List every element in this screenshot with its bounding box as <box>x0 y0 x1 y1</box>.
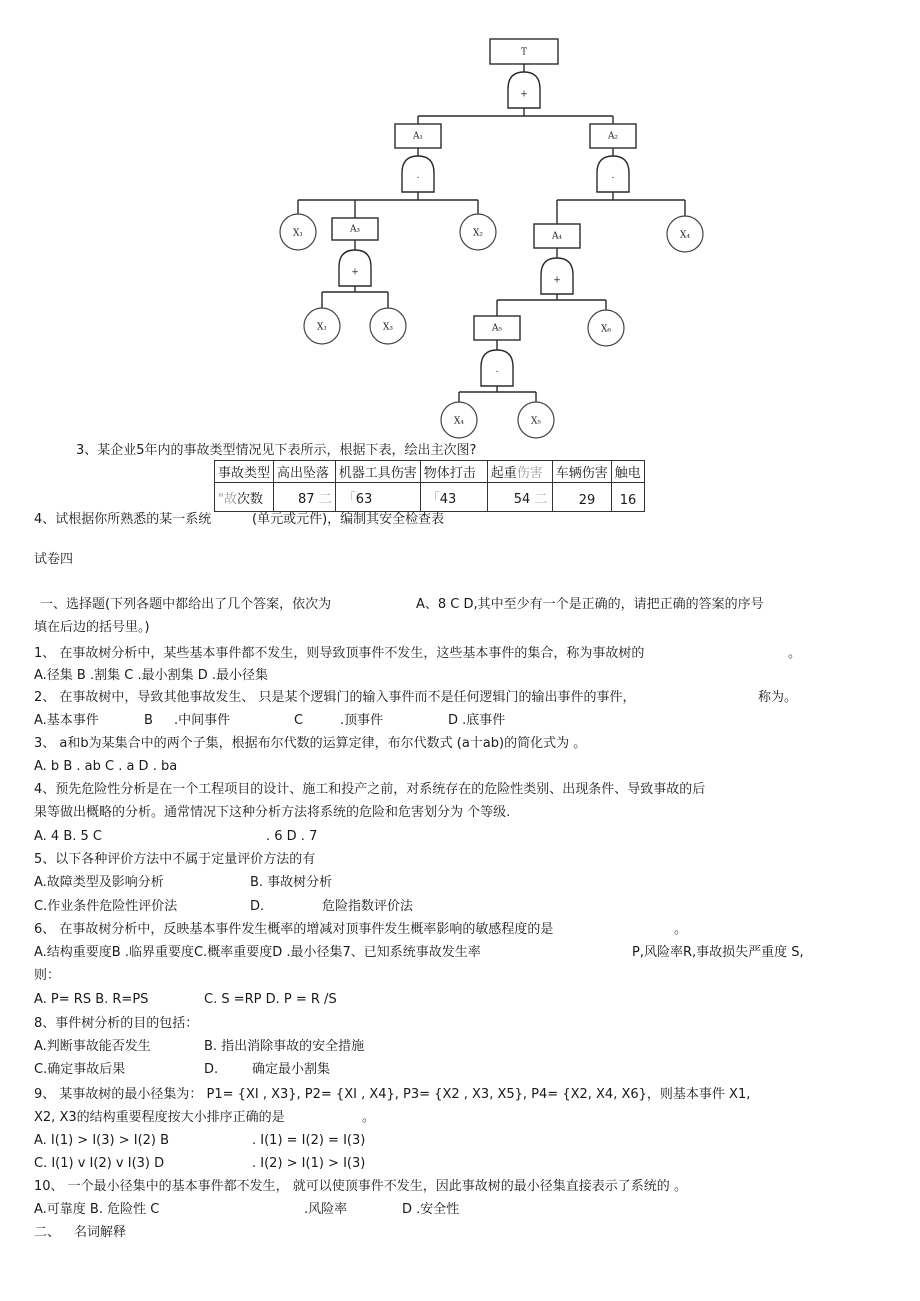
table-cell: 29 <box>552 483 611 512</box>
gate-symbol: + <box>553 275 561 286</box>
fault-tree-diagram <box>0 0 920 445</box>
q6-options-text: A.结构重要度B .临界重要度C.概率重要度D .最小径集7、已知系统事故发生率 <box>34 945 481 960</box>
table-cell <box>274 483 336 512</box>
section1-instruction <box>40 597 764 613</box>
question-4b-line1: 4、预先危险性分析是在一个工程项目的设计、施工和投产之前，对系统存在的危险性类别、出现条件、导致事故的后 <box>34 782 706 797</box>
tree-node-label: A₅ <box>491 323 503 334</box>
cell-mark: 二 <box>318 491 332 507</box>
tree-node-label: X₄ <box>453 416 465 427</box>
cell-mark: 「 <box>426 491 440 507</box>
question-1 <box>34 646 802 662</box>
question-6 <box>34 922 688 938</box>
q9-option-d-text: . I(2) > I(1) > I(3) <box>252 1156 366 1171</box>
cell-value: 63 <box>355 491 373 507</box>
tree-node-label: A₂ <box>607 131 619 142</box>
question-9-options-row1 <box>34 1133 366 1149</box>
q9-line2-end: 。 <box>362 1110 376 1125</box>
table-header-cell: 机器工具伤害 <box>335 461 420 483</box>
question-8: 8、事件树分析的目的包括： <box>34 1016 199 1031</box>
q8-option-d-text: 确定最小割集 <box>252 1062 331 1077</box>
question-2 <box>34 690 798 706</box>
table-header-cell <box>487 461 552 483</box>
q4b-opt-a: A. 4 B. 5 C <box>34 829 102 844</box>
exam-title: 试卷四 <box>34 552 74 567</box>
section2-name: 名词解释 <box>74 1225 127 1240</box>
tree-node-label: X₄ <box>679 230 691 241</box>
section1-part-b: A、8 C D,其中至少有一个是正确的，请把正确的答案的序号 <box>416 597 764 612</box>
table-cell <box>487 483 552 512</box>
table-row-counts <box>215 483 645 512</box>
q2-end: 称为。 <box>758 690 798 705</box>
q8-option-b: B. 指出消除事故的安全措施 <box>204 1039 365 1054</box>
question-6-options <box>34 945 804 961</box>
tree-node-label: X₁ <box>316 322 328 333</box>
q2-option-c: C <box>294 713 304 728</box>
gate-symbol: · <box>495 367 499 378</box>
table-header-row <box>215 461 645 483</box>
q8-option-a: A.判断事故能否发生 <box>34 1039 151 1054</box>
q5-option-b: B. 事故树分析 <box>250 875 333 890</box>
question-3-text: 3、某企业5年内的事故类型情况见下表所示，根据下表，绘出主次图? <box>76 443 477 458</box>
question-3b: 3、 a和b为某集合中的两个子集，根据布尔代数的运算定律，布尔代数式 (a十ab)的简化式为 。 <box>34 736 587 751</box>
table-cell <box>335 483 420 512</box>
q1-end: 。 <box>788 646 802 661</box>
tree-node-label: A₃ <box>349 224 361 235</box>
q9-option-b-text: . I(1) = I(2) = I(3) <box>252 1133 366 1148</box>
q7-stem-right: P,风险率R,事故损失严重度 S, <box>632 945 804 960</box>
q2-option-b-text: .中间事件 <box>174 713 231 728</box>
q4b-opt-b: . 6 D . 7 <box>266 829 318 844</box>
table-row-label <box>215 483 274 512</box>
q6-end: 。 <box>674 922 688 937</box>
q5-option-a: A.故障类型及影响分析 <box>34 875 164 890</box>
tree-node-label: X₅ <box>530 416 542 427</box>
question-9-line1: 9、 某事故树的最小径集为： P1= {XI , X3}, P2= {XI , X4}, P3= {X2 , X3, X5}, P4= {X2, X4, X6}，则基本事件 X1, <box>34 1087 751 1102</box>
section1-instruction-cont: 填在后边的括号里。) <box>34 620 150 635</box>
tree-node-label: X₂ <box>472 228 484 239</box>
tree-node-label: A₄ <box>551 231 563 242</box>
row-label-prefix: " <box>218 491 224 507</box>
q7-option-ab: A. P= RS B. R=PS <box>34 992 149 1007</box>
q10-option-abc: A.可靠度 B. 危险性 C <box>34 1202 160 1217</box>
question-4-text <box>34 512 445 528</box>
question-3b-options: A. b B . ab C . a D . ba <box>34 759 178 774</box>
q5-option-c: C.作业条件危险性评价法 <box>34 899 178 914</box>
table-header-cell: 触电 <box>611 461 644 483</box>
table-header-cell: 事故类型 <box>215 461 274 483</box>
tree-node-label: T <box>520 47 528 58</box>
tree-node-label: X₃ <box>382 322 394 333</box>
row-label-text: 次数 <box>237 491 264 507</box>
q9-option-ab: A. I(1) > I(3) > I(2) B <box>34 1133 170 1148</box>
accident-type-table <box>214 460 645 512</box>
q8-option-c: C.确定事故后果 <box>34 1062 126 1077</box>
question-1-options: A.径集 B .割集 C .最小割集 D .最小径集 <box>34 668 268 683</box>
tree-edge <box>298 148 478 218</box>
tree-node-label: X₆ <box>600 324 612 335</box>
section2-number: 二、 <box>34 1225 61 1240</box>
cell-mark: 「 <box>342 491 356 507</box>
q2-option-b: B <box>144 713 153 728</box>
header-part: 起重 <box>490 466 517 481</box>
q2-option-d: D .底事件 <box>448 713 506 728</box>
section1-part-a: 一、选择题(下列各题中都给出了几个答案，依次为 <box>40 597 332 612</box>
q10-option-c-text: .风险率 <box>304 1202 348 1217</box>
tree-edge <box>418 108 613 124</box>
table-header-cell: 物体打击 <box>420 461 487 483</box>
question-7-then: 则： <box>34 968 61 983</box>
q4-part-b: (单元或元件)，编制其安全检查表 <box>252 512 445 527</box>
row-label-faded: 故 <box>223 491 237 507</box>
question-8-options-row2 <box>34 1062 331 1078</box>
cell-value: 43 <box>439 491 457 507</box>
q9-line2-text: X2, X3的结构重要程度按大小排序正确的是 <box>34 1110 285 1125</box>
table-header-cell: 车辆伤害 <box>552 461 611 483</box>
q5-option-d-text: 危险指数评价法 <box>322 899 414 914</box>
cell-value: 54 <box>513 491 531 507</box>
tree-node-label: A₁ <box>412 131 424 142</box>
gate-symbol: · <box>611 173 615 184</box>
q9-option-cd: C. I(1) v I(2) v I(3) D <box>34 1156 165 1171</box>
cell-mark: 二 <box>534 491 548 507</box>
header-part-faded: 伤害 <box>516 466 543 481</box>
q7-option-cd: C. S =RP D. P = R /S <box>204 992 337 1007</box>
table-cell: 16 <box>611 483 644 512</box>
table-cell <box>420 483 487 512</box>
question-4b-line2: 果等做出概略的分析。通常情况下这种分析方法将系统的危险和危害划分为 个等级. <box>34 805 511 820</box>
question-10: 10、 一个最小径集中的基本事件都不发生， 就可以使顶事件不发生，因此事故树的最小径集直接表示了系统的 。 <box>34 1179 687 1194</box>
gate-symbol: + <box>351 267 359 278</box>
q8-option-d: D. <box>204 1062 219 1077</box>
q4-part: 4、试根据你所熟悉的某一系统 <box>34 512 212 527</box>
question-5-options-row2 <box>34 899 414 915</box>
question-5: 5、以下各种评价方法中不属于定量评价方法的有 <box>34 852 316 867</box>
q5-option-d: D. <box>250 899 265 914</box>
question-10-options <box>34 1202 460 1218</box>
gate-symbol: · <box>416 173 420 184</box>
q2-option-c-text: .顶事件 <box>340 713 384 728</box>
cell-value: 87 <box>298 491 315 507</box>
q1-text: 1、 在事故树分析中，某些基本事件都不发生，则导致顶事件不发生，这些基本事件的集合，称为事故树的 <box>34 646 645 661</box>
tree-node-label: X₁ <box>292 228 304 239</box>
question-5-options-row1 <box>34 875 333 891</box>
q6-text: 6、 在事故树分析中，反映基本事件发生概率的增减对顶事件发生概率影响的敏感程度的是 <box>34 922 554 937</box>
gate-symbol: + <box>520 89 528 100</box>
q10-option-d: D .安全性 <box>402 1202 460 1217</box>
question-7-options <box>34 992 337 1008</box>
question-4b-options <box>34 829 318 845</box>
question-9-line2 <box>34 1110 376 1126</box>
q2-option-a: A.基本事件 <box>34 713 99 728</box>
section2-title <box>34 1225 127 1241</box>
question-9-options-row2 <box>34 1156 366 1172</box>
question-8-options-row1 <box>34 1039 365 1055</box>
table-header-cell: 高出坠落 <box>274 461 336 483</box>
q2-text: 2、 在事故树中，导致其他事故发生、 只是某个逻辑门的输入事件而不是任何逻辑门的输出事件的事件， <box>34 690 636 705</box>
